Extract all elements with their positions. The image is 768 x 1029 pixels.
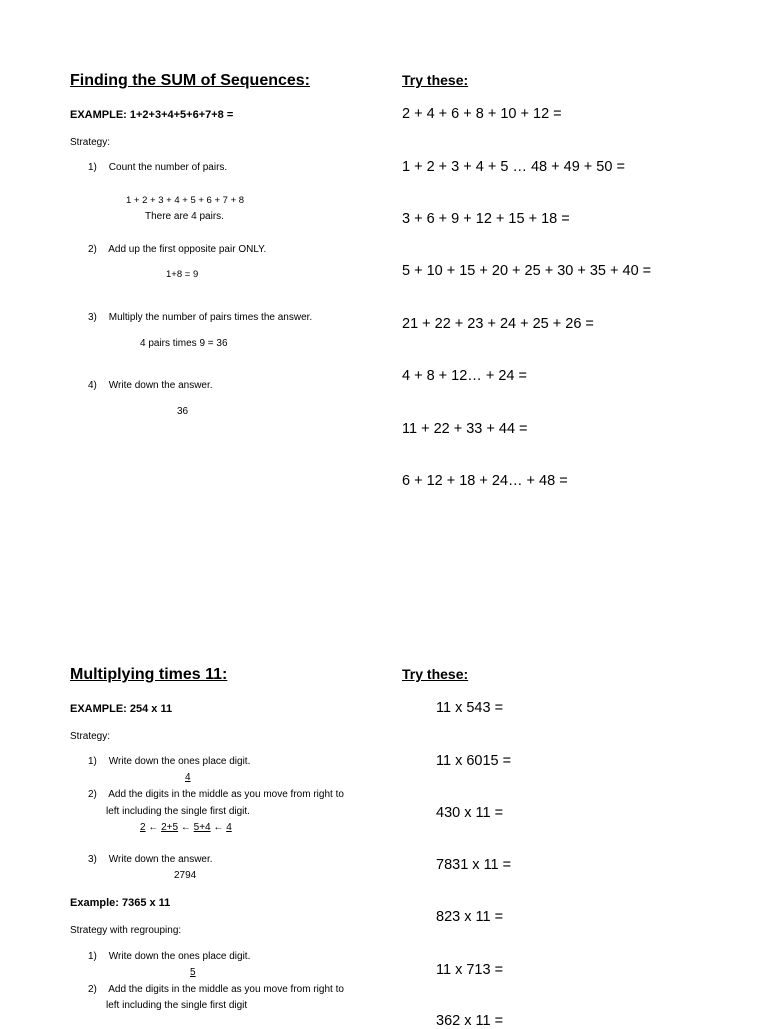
mult-step-2 xyxy=(88,789,344,800)
mult-step-3 xyxy=(88,854,213,865)
sum-section-title: Finding the SUM of Sequences: xyxy=(70,72,311,89)
sum-problem: 6 + 12 + 18 + 24… + 48 = xyxy=(402,473,568,489)
mult-problem: 362 x 11 = xyxy=(436,1013,504,1029)
mult-strategy-2-label: Strategy with regrouping: xyxy=(70,925,182,936)
step-number: 2) xyxy=(88,789,97,800)
left-arrow-icon: ← xyxy=(148,822,159,833)
mult-example-1: EXAMPLE: 254 x 11 xyxy=(70,703,173,715)
step-text: Multiply the number of pairs times the answer. xyxy=(108,312,313,323)
mult-step-1 xyxy=(88,756,250,767)
sum-step-3 xyxy=(88,312,312,323)
mult-problem: 823 x 11 = xyxy=(436,909,504,925)
step-number: 3) xyxy=(88,854,97,865)
mult-problem: 11 x 713 = xyxy=(436,962,504,978)
step-number: 2) xyxy=(88,244,97,255)
sum-step-2 xyxy=(88,244,266,255)
mult-strategy-label: Strategy: xyxy=(70,731,111,742)
left-arrow-icon: ← xyxy=(180,822,191,833)
step-number: 4) xyxy=(88,380,97,391)
sum-problem: 11 + 22 + 33 + 44 = xyxy=(402,421,528,437)
sum-problem: 1 + 2 + 3 + 4 + 5 … 48 + 49 + 50 = xyxy=(402,159,625,175)
mult-digit-chain xyxy=(140,822,232,833)
step-text: Write down the answer. xyxy=(108,380,213,391)
sum-problem: 3 + 6 + 9 + 12 + 15 + 18 = xyxy=(402,211,570,227)
sum-practice-title: Try these: xyxy=(402,72,469,88)
mult-section-title: Multiplying times 11: xyxy=(70,666,228,683)
sum-example: EXAMPLE: 1+2+3+4+5+6+7+8 = xyxy=(70,109,234,121)
mult-practice-title: Try these: xyxy=(402,666,469,682)
mult-2-step-2 xyxy=(88,984,344,995)
step-text: Write down the answer. xyxy=(108,854,213,865)
chain-part: 2 xyxy=(140,822,146,833)
step-text: Add up the first opposite pair ONLY. xyxy=(108,244,267,255)
mult-step-2-continued: left including the single first digit. xyxy=(106,806,250,817)
mult-problem: 7831 x 11 = xyxy=(436,857,512,873)
sum-problem: 21 + 22 + 23 + 24 + 25 + 26 = xyxy=(402,316,594,332)
chain-part: 2+5 xyxy=(161,822,179,833)
sum-problem: 4 + 8 + 12… + 24 = xyxy=(402,368,527,384)
mult-problem: 430 x 11 = xyxy=(436,805,504,821)
sum-problem: 5 + 10 + 15 + 20 + 25 + 30 + 35 + 40 = xyxy=(402,263,652,279)
step-text: Write down the ones place digit. xyxy=(108,756,251,767)
mult-2-ones-digit: 5 xyxy=(190,967,196,978)
step-number: 2) xyxy=(88,984,97,995)
chain-part: 4 xyxy=(226,822,232,833)
left-arrow-icon: ← xyxy=(213,822,224,833)
sum-answer: 36 xyxy=(177,406,189,417)
step-text: Add the digits in the middle as you move from right to xyxy=(108,789,344,800)
sum-first-pair: 1+8 = 9 xyxy=(166,269,199,280)
mult-2-step-2-continued: left including the single first digit xyxy=(106,1000,248,1011)
sum-sequence: 1 + 2 + 3 + 4 + 5 + 6 + 7 + 8 xyxy=(126,195,245,206)
sum-pairs-note: There are 4 pairs. xyxy=(145,211,224,222)
mult-2-step-1 xyxy=(88,951,250,962)
mult-problem: 11 x 6015 = xyxy=(436,753,512,769)
sum-step-4 xyxy=(88,380,213,391)
sum-step-1 xyxy=(88,162,227,173)
mult-answer: 2794 xyxy=(174,870,197,881)
sum-problem: 2 + 4 + 6 + 8 + 10 + 12 = xyxy=(402,106,562,122)
step-number: 3) xyxy=(88,312,97,323)
step-text: Add the digits in the middle as you move from right to xyxy=(108,984,344,995)
sum-multiply: 4 pairs times 9 = 36 xyxy=(140,338,228,349)
step-number: 1) xyxy=(88,756,97,767)
step-number: 1) xyxy=(88,162,97,173)
step-text: Write down the ones place digit. xyxy=(108,951,251,962)
step-text: Count the number of pairs. xyxy=(108,162,228,173)
mult-problem: 11 x 543 = xyxy=(436,700,504,716)
mult-ones-digit: 4 xyxy=(185,772,191,783)
sum-strategy-label: Strategy: xyxy=(70,137,111,148)
step-number: 1) xyxy=(88,951,97,962)
chain-part: 5+4 xyxy=(193,822,211,833)
mult-example-2: Example: 7365 x 11 xyxy=(70,897,171,909)
